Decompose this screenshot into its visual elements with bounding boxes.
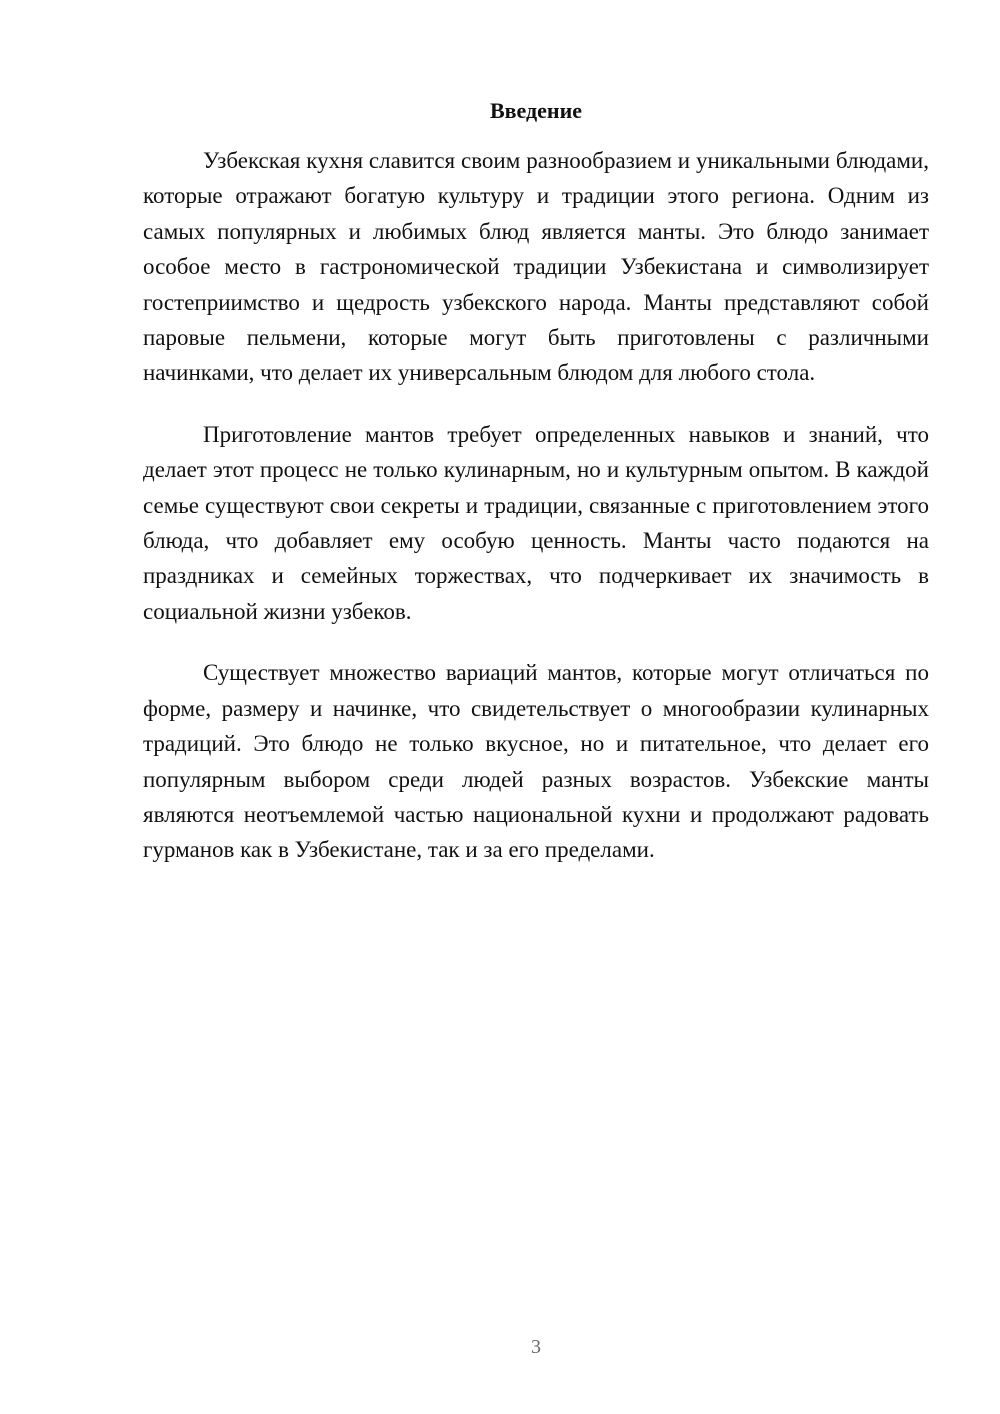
body-text bbox=[143, 143, 929, 894]
page-number: 3 bbox=[531, 1336, 541, 1358]
paragraph-2: Приготовление мантов требует определенных навыков и знаний, что делает этот процесс не только кулинарным, но и культурным опытом. В каждой семье существуют свои секреты и традиции, связанные с приготовлением этого блюда, что добавляет ему особую ценность. Манты часто подаются на праздниках и семейных торжествах, что подчеркивает их значимость в социальной жизни узбеков. bbox=[143, 421, 929, 624]
paragraph-3: Существует множество вариаций мантов, которые могут отличаться по форме, размеру и начинке, что свидетельствует о многообразии кулинарных традиций. Это блюдо не только вкусное, но и питательное, что делает его популярным выбором среди людей разных возрастов. Узбекские манты являются неотъемлемой частью национальной кухни и продолжают радовать гурманов как в Узбекистане, так и за его пределами. bbox=[143, 660, 929, 863]
paragraph-1: Узбекская кухня славится своим разнообразием и уникальными блюдами, которые отражают богатую культуру и традиции этого региона. Одним из самых популярных и любимых блюд является манты. Это блюдо занимает особое место в гастрономической традиции Узбекистана и символизирует гостеприимство и щедрость узбекского народа. Манты представляют собой паровые пельмени, которые могут быть приготовлены с различными начинками, что делает их универсальным блюдом для любого стола. bbox=[143, 148, 929, 386]
section-title: Введение bbox=[489, 98, 583, 123]
